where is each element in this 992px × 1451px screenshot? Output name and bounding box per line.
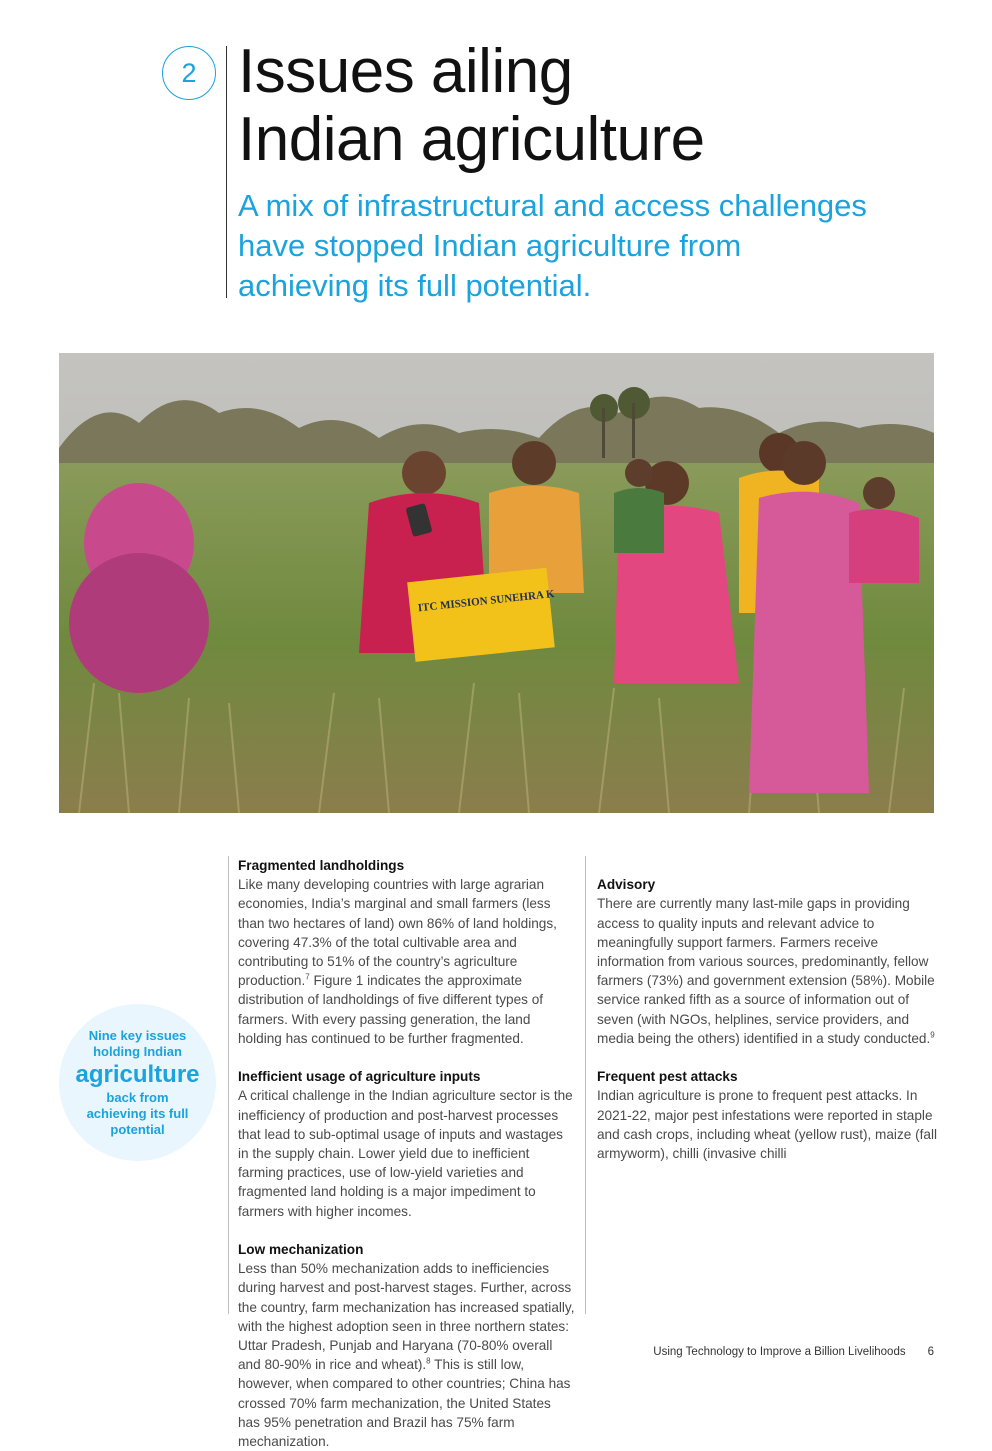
field-illustration xyxy=(59,353,934,813)
section-body-inputs: A critical challenge in the Indian agriculture sector is the inefficiency of production and post-harvest processes that lead to sub-optimal usage of inputs and wastages in the supply chain. Lower yield due to inefficient farming practices, use of low-yield varieties and fragmented land holding is a major impediment to farmers with higher incomes. xyxy=(238,1088,573,1219)
section-heading-mechanization: Low mechanization xyxy=(238,1242,364,1258)
header-divider xyxy=(226,46,227,298)
column-divider-left xyxy=(228,856,229,1314)
callout-line1: Nine key issues xyxy=(88,1027,187,1043)
fragmented-text-a: Like many developing countries with large agrarian economies, India’s marginal and small farmers (less than two hectares of land) own 86% of land holdings, covering 47.3% of the total cultivable area and contributing to 51% of the country’s agriculture production. xyxy=(238,877,557,989)
chapter-number-badge xyxy=(162,46,216,100)
advisory-text: There are currently many last-mile gaps in providing access to quality inputs and relevant advice to meaningfully support farmers. Farmers receive information from various sources, predominantly, fellow farmers (73%) and government extension (58%). Mobile service ranked fifth as a source of information out of seven (with NGOs, helplines, service providers, and media being the others) identified in a study conducted. xyxy=(597,896,935,1046)
section-heading-pests: Frequent pest attacks xyxy=(597,1069,738,1085)
section-body-pests: Indian agriculture is prone to frequent pest attacks. In 2021-22, major pest infestations were reported in staple and cash crops, including wheat (yellow rust), maize (fall armyworm), chilli (invasive chilli xyxy=(597,1088,937,1162)
callout-highlight: agriculture xyxy=(75,1060,200,1088)
column-divider-middle xyxy=(585,856,586,1314)
page-title xyxy=(238,38,938,174)
text-column-left xyxy=(238,856,576,1450)
text-column-right xyxy=(597,856,937,1314)
key-issues-callout xyxy=(59,1004,216,1161)
callout-line4: achieving its full xyxy=(86,1105,189,1121)
footnote-ref-9: 9 xyxy=(930,1030,935,1040)
footnote-ref-7: 7 xyxy=(305,972,310,982)
section-heading-advisory: Advisory xyxy=(597,877,656,893)
callout-line3: back from xyxy=(106,1089,169,1105)
section-heading-inputs: Inefficient usage of agriculture inputs xyxy=(238,1069,481,1085)
hero-photo-women-in-wheat-field xyxy=(59,353,934,813)
page-subtitle: A mix of infrastructural and access challenges have stopped Indian agriculture from achieving its full potential. xyxy=(238,188,867,303)
mechanization-text-a: Less than 50% mechanization adds to inefficiencies during harvest and post-harvest stages. Further, across the country, farm mechanization has increased spatially, with the highest adoption seen in three northern states: Uttar Pradesh, Punjab and Haryana (70-80% overall and 80-90% in rice and wheat). xyxy=(238,1261,575,1373)
section-body-mechanization xyxy=(238,1259,576,1451)
page-title-line2: Indian agriculture xyxy=(238,105,705,174)
footnote-ref-8: 8 xyxy=(426,1356,431,1366)
callout-line2: holding Indian xyxy=(93,1043,182,1059)
page-footer xyxy=(653,1346,934,1358)
chapter-number: 2 xyxy=(181,57,197,88)
section-heading-fragmented: Fragmented landholdings xyxy=(238,858,405,873)
section-body-advisory xyxy=(597,894,937,1048)
section-body-fragmented xyxy=(238,875,576,1048)
mechanization-text-b: This is still low, however, when compared to other countries; China has crossed 70% farm mechanization, the United States has 95% penetration and Brazil has 75% farm mechanization. xyxy=(238,1357,571,1450)
fragmented-text-b: Figure 1 indicates the approximate distribution of landholdings of five different types of farmers. With every passing generation, the land holding has continued to be further fragmented. xyxy=(238,973,544,1046)
callout-line5: potential xyxy=(110,1121,165,1137)
right-column-flow xyxy=(597,875,937,1163)
footer-doc-title: Using Technology to Improve a Billion Livelihoods xyxy=(653,1346,906,1358)
page-number: 6 xyxy=(927,1346,934,1358)
sign-text: ITC MISSION SUNEHRA K xyxy=(417,588,556,615)
page-title-line1: Issues ailing xyxy=(238,37,573,106)
